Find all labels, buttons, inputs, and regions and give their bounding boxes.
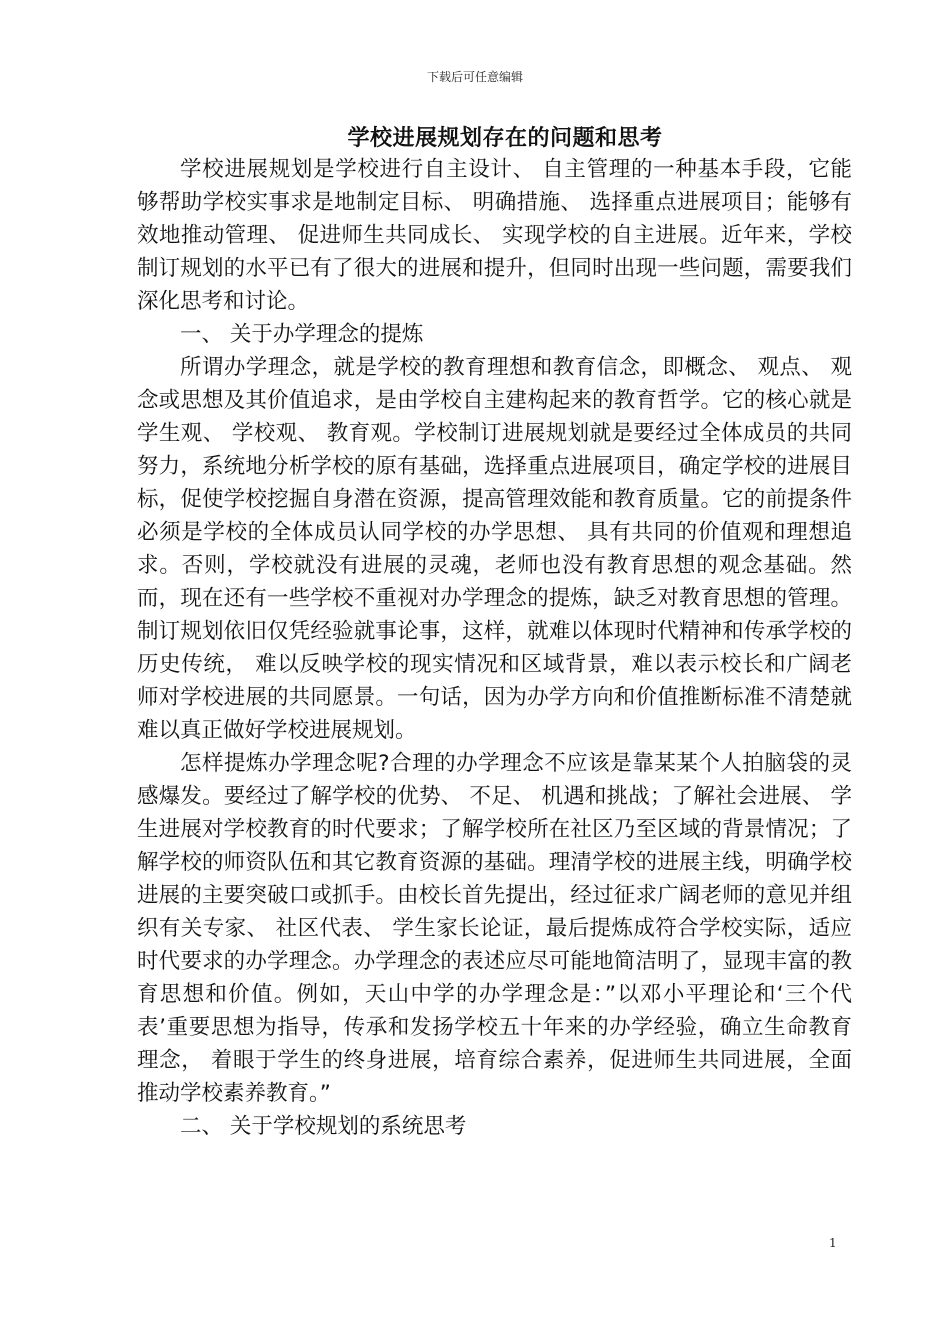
paragraph-refining-philosophy: 怎样提炼办学理念呢?合理的办学理念不应该是靠某某个人拍脑袋的灵感爆发。要经过了解学校的优势、 不足、 机遇和挑战；了解社会进展、 学生进展对学校教育的时代要求；了解学校所在社区乃至区域的背景情况；了解学校的师资队伍和其它教育资源的基础。理清学校的进展主线，明确学校进展的主要突破口或抓手。由校长首先提出，经过征求广阔老师的意见并组织有关专家、 社区代表、 学生家长论证，最后提炼成符合学校实际，适应时代要求的办学理念。办学理念的表述应尽可能地简洁明了，显现丰富的教育思想和价值。例如，天山中学的办学理念是：”以邓小平理论和‘三个代表’重要思想为指导，传承和发扬学校五十年来的办学经验，确立生命教育理念， 着眼于学生的终身进展，培育综合素养，促进师生共同进展，全面推动学校素养教育。”: [137, 751, 852, 1106]
section-heading-1: 一、 关于办学理念的提炼: [180, 322, 424, 347]
section-heading-2: 二、 关于学校规划的系统思考: [180, 1114, 467, 1139]
paragraph-intro: 学校进展规划是学校进行自主设计、 自主管理的一种基本手段，它能够帮助学校实事求是地制定目标、 明确措施、 选择重点进展项目；能够有效地推动管理、 促进师生共同成长、 实现学校的自主进展。近年来，学校制订规划的水平已有了很大的进展和提升，但同时出现一些问题，需要我们深化思考和讨论。: [137, 157, 852, 314]
document-title: 学校进展规划存在的问题和思考: [347, 126, 663, 151]
document-body: [137, 153, 852, 1143]
header-note: 下载后可任意编辑: [426, 70, 523, 84]
page-number: 1: [829, 1236, 837, 1250]
paragraph-school-philosophy: 所谓办学理念，就是学校的教育理想和教育信念，即概念、 观点、 观念或思想及其价值追求，是由学校自主建构起来的教育哲学。它的核心就是学生观、 学校观、 教育观。学校制订进展规划就是要经过全体成员的共同努力，系统地分析学校的原有基础，选择重点进展项目，确定学校的进展目标，促使学校挖掘自身潜在资源，提高管理效能和教育质量。它的前提条件必须是学校的全体成员认同学校的办学思想、 具有共同的价值观和理想追求。否则，学校就没有进展的灵魂，老师也没有教育思想的观念基础。然而，现在还有一些学校不重视对办学理念的提炼，缺乏对教育思想的管理。制订规划依旧仅凭经验就事论事，这样，就难以体现时代精神和传承学校的历史传统， 难以反映学校的现实情况和区域背景，难以表示校长和广阔老师对学校进展的共同愿景。一句话，因为办学方向和价值推断标准不清楚就难以真正做好学校进展规划。: [137, 355, 852, 743]
